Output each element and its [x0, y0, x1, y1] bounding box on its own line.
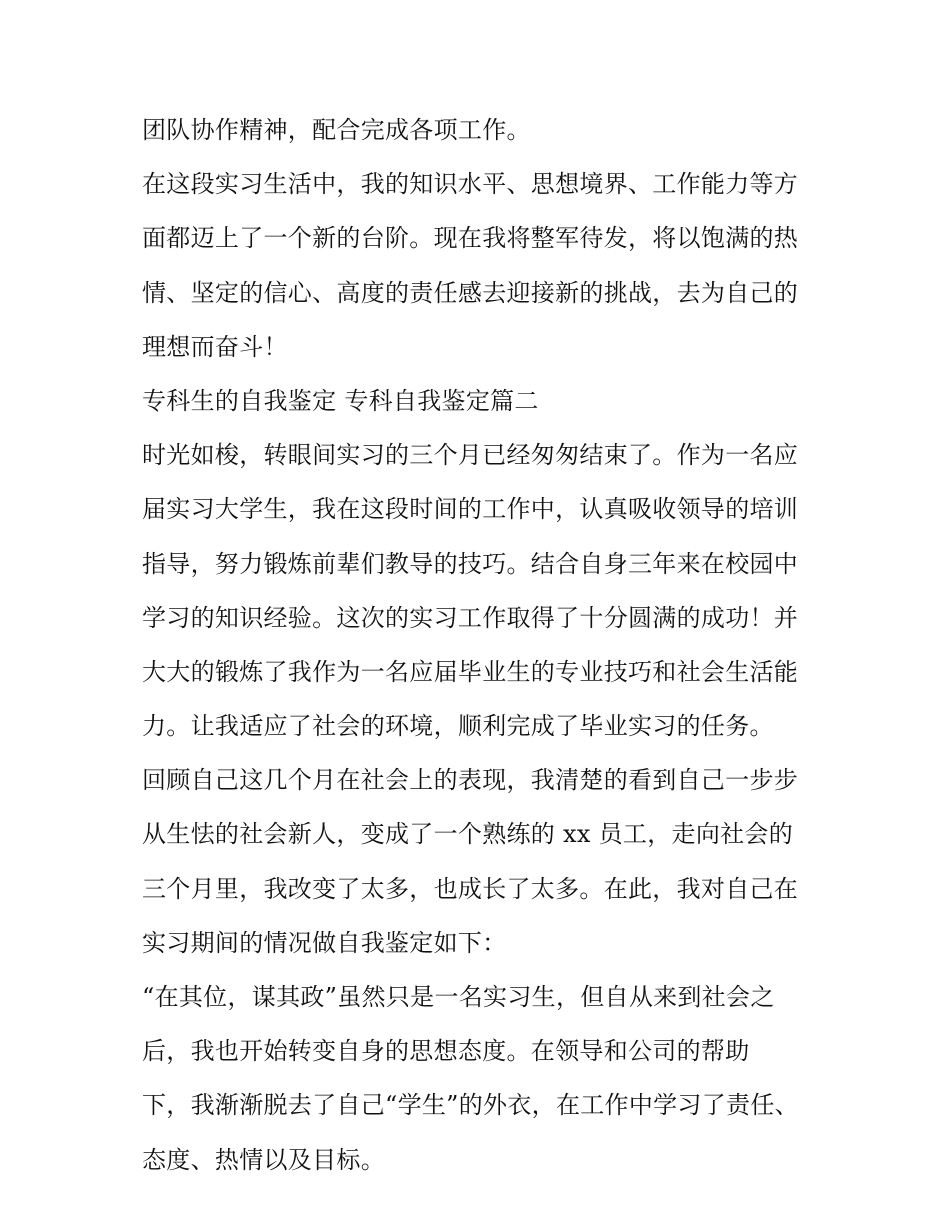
text-line: 届实习大学生，我在这段时间的工作中，认真吸收领导的培训 — [142, 495, 799, 524]
section-heading: 专科生的自我鉴定 专科自我鉴定篇二 — [142, 386, 539, 415]
text-line: 时光如梭，转眼间实习的三个月已经匆匆结束了。作为一名应 — [142, 441, 799, 470]
text-line: “在其位，谋其政”虽然只是一名实习生，但自从来到社会之 — [142, 983, 775, 1011]
text-line: 力。让我适应了社会的环境，顺利完成了毕业实习的任务。 — [142, 712, 774, 741]
text-line: 在这段实习生活中，我的知识水平、思想境界、工作能力等方 — [142, 170, 799, 199]
text-line: 学习的知识经验。这次的实习工作取得了十分圆满的成功！并 — [142, 603, 799, 632]
document-body — [142, 103, 822, 1187]
text-line: 回顾自己这几个月在社会上的表现，我清楚的看到自己一步步 — [142, 766, 799, 795]
text-line: 态度、热情以及目标。 — [142, 1145, 385, 1174]
text-line: 指导，努力锻炼前辈们教导的技巧。结合自身三年来在校园中 — [142, 549, 799, 578]
text-line: 下，我渐渐脱去了自己“学生”的外衣，在工作中学习了责任、 — [142, 1091, 799, 1120]
text-line: 从生怯的社会新人，变成了一个熟练的 xx 员工，走向社会的 — [142, 820, 794, 849]
text-line: 后，我也开始转变自身的思想态度。在领导和公司的帮助 — [142, 1037, 750, 1066]
text-line: 理想而奋斗！ — [142, 332, 288, 361]
text-line: 情、坚定的信心、高度的责任感去迎接新的挑战，去为自己的 — [142, 278, 799, 307]
text-line: 面都迈上了一个新的台阶。现在我将整军待发，将以饱满的热 — [142, 224, 799, 253]
text-line: 实习期间的情况做自我鉴定如下： — [142, 928, 507, 957]
text-line: 大大的锻炼了我作为一名应届毕业生的专业技巧和社会生活能 — [142, 657, 799, 686]
text-line: 三个月里，我改变了太多，也成长了太多。在此，我对自己在 — [142, 874, 799, 903]
text-line: 团队协作精神，配合完成各项工作。 — [142, 116, 531, 144]
